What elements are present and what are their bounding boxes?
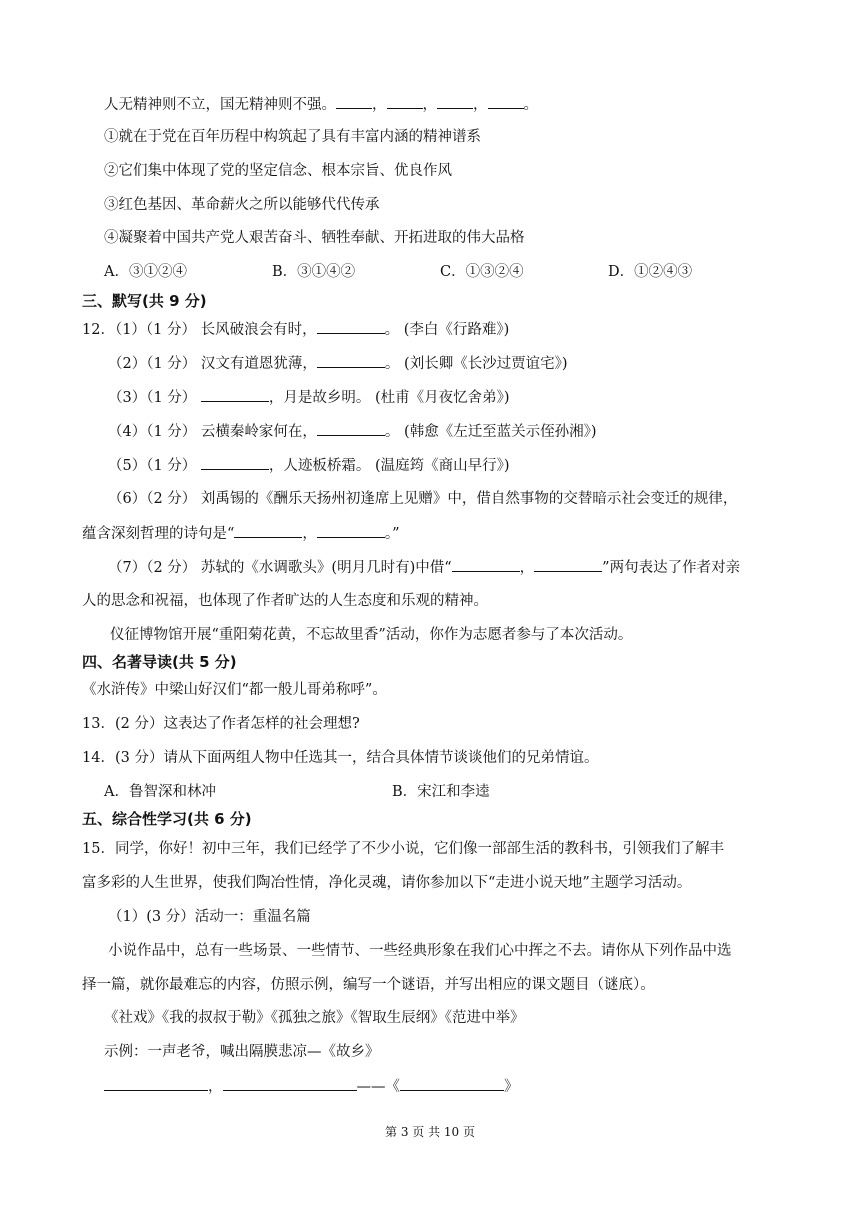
answer-blank[interactable] bbox=[317, 421, 385, 436]
separator: ， bbox=[473, 97, 488, 113]
q11-option-c[interactable]: C．①③②④ bbox=[440, 264, 524, 280]
answer-blank[interactable] bbox=[336, 94, 372, 109]
bracket-close: 》 bbox=[504, 1079, 519, 1095]
answer-blank[interactable] bbox=[201, 455, 269, 470]
answer-blank[interactable] bbox=[317, 353, 385, 368]
q12-4-prompt: （4）（1 分） 云横秦岭家何在， bbox=[108, 424, 317, 440]
q12-2 bbox=[108, 353, 568, 374]
separator: ， bbox=[208, 1079, 223, 1095]
section-4-intro: 《水浒传》中梁山好汉们“都一般儿哥弟称呼”。 bbox=[82, 682, 387, 698]
q12-7-line1 bbox=[108, 557, 740, 578]
separator: ， bbox=[422, 97, 437, 113]
example: 示例：一声老爷，喊出隔膜悲凉—《故乡》 bbox=[104, 1044, 380, 1060]
q12-3-prompt: （3）（1 分） bbox=[108, 390, 197, 406]
dash: ——《 bbox=[356, 1079, 400, 1095]
title-answer-blank[interactable] bbox=[400, 1076, 504, 1091]
q12-3-source: ，月是故乡明。 (杜甫《月夜忆舍弟》) bbox=[268, 390, 510, 406]
period: 。” bbox=[384, 526, 400, 542]
q12-3 bbox=[108, 387, 510, 408]
answer-blank[interactable] bbox=[317, 523, 385, 538]
para1-line2: 择一篇，就你最难忘的内容，仿照示例，编写一个谜语，并写出相应的课文题目（谜底）。 bbox=[82, 977, 655, 993]
q14: 14．(3 分）请从下面两组人物中任选其一，结合具体情节谈谈他们的兄弟情谊。 bbox=[82, 750, 599, 766]
q11-stem-text: 人无精神则不立，国无精神则不强。 bbox=[104, 97, 336, 113]
q12-6-line1: （6）（2 分） 刘禹锡的《酬乐天扬州初逢席上见赠》中，借自然事物的交替暗示社会变迁的规律， bbox=[108, 491, 738, 507]
answer-blank[interactable] bbox=[452, 557, 520, 572]
q15-line2: 富多彩的人生世界，使我们陶冶性情，净化灵魂，请你参加以下“走进小说天地”主题学习活动。 bbox=[82, 875, 692, 891]
riddle-part1-blank[interactable] bbox=[104, 1076, 208, 1091]
q11-stem bbox=[104, 94, 538, 115]
q12-7-tail: ”两句表达了作者对亲 bbox=[602, 560, 741, 576]
q13: 13．(2 分）这表达了作者怎样的社会理想? bbox=[82, 716, 360, 732]
page-footer: 第 3 页 共 10 页 bbox=[385, 1125, 475, 1139]
answer-blank[interactable] bbox=[488, 94, 524, 109]
para1-line1: 小说作品中，总有一些场景、一些情节、一些经典形象在我们心中挥之不去。请你从下列作品中选 bbox=[108, 943, 732, 959]
answer-blank[interactable] bbox=[234, 523, 302, 538]
q12-7-prompt: （7）（2 分） 苏轼的《水调歌头》(明月几时有)中借“ bbox=[108, 560, 452, 576]
answer-line bbox=[104, 1076, 519, 1097]
section-3-title: 三、默写(共 9 分) bbox=[82, 292, 207, 310]
q12-1-prompt: 12．（1）（1 分） 长风破浪会有时， bbox=[82, 322, 317, 338]
answer-blank[interactable] bbox=[387, 94, 423, 109]
q12-4 bbox=[108, 421, 597, 442]
answer-blank[interactable] bbox=[534, 557, 602, 572]
q12-7-line2: 人的思念和祝福，也体现了作者旷达的人生态度和乐观的精神。 bbox=[82, 593, 488, 609]
q11-item-2: ②它们集中体现了党的坚定信念、根本宗旨、优良作风 bbox=[104, 163, 452, 179]
q12-5 bbox=[108, 455, 510, 476]
q12-1 bbox=[82, 319, 509, 340]
separator: ， bbox=[372, 97, 387, 113]
separator: ， bbox=[519, 560, 535, 576]
q11-option-a[interactable]: A．③①②④ bbox=[104, 264, 187, 280]
q14-option-a[interactable]: A．鲁智深和林冲 bbox=[104, 784, 216, 800]
section-5-title: 五、综合性学习(共 6 分) bbox=[82, 810, 252, 828]
answer-blank[interactable] bbox=[317, 319, 385, 334]
works-list: 《社戏》《我的叔叔于勒》《孤独之旅》《智取生辰纲》《范进中举》 bbox=[104, 1010, 525, 1026]
q12-2-prompt: （2）（1 分） 汉文有道恩犹薄， bbox=[108, 356, 317, 372]
q12-1-source: 。 (李白《行路难》) bbox=[384, 322, 510, 338]
q12-2-source: 。 (刘长卿《长沙过贾谊宅》) bbox=[384, 356, 568, 372]
q12-6-line2 bbox=[82, 523, 400, 544]
riddle-part2-blank[interactable] bbox=[223, 1076, 357, 1091]
q14-option-b[interactable]: B．宋江和李逵 bbox=[392, 784, 490, 800]
q15-sub1: （1）(3 分）活动一：重温名篇 bbox=[108, 909, 311, 925]
q11-item-1: ①就在于党在百年历程中构筑起了具有丰富内涵的精神谱系 bbox=[104, 129, 481, 145]
q11-item-3: ③红色基因、革命薪火之所以能够代代传承 bbox=[104, 197, 380, 213]
q12-6-prompt: 蕴含深刻哲理的诗句是“ bbox=[82, 526, 235, 542]
activity-note: 仪征博物馆开展“重阳菊花黄，不忘故里香”活动，你作为志愿者参与了本次活动。 bbox=[110, 627, 633, 643]
period: 。 bbox=[523, 97, 538, 113]
q11-item-4: ④凝聚着中国共产党人艰苦奋斗、牺牲奉献、开拓进取的伟大品格 bbox=[104, 230, 525, 246]
q12-5-source: ，人迹板桥霜。 (温庭筠《商山早行》) bbox=[268, 458, 510, 474]
section-4-title: 四、名著导读(共 5 分) bbox=[82, 653, 237, 671]
answer-blank[interactable] bbox=[437, 94, 473, 109]
q12-4-source: 。 (韩愈《左迁至蓝关示侄孙湘》) bbox=[384, 424, 597, 440]
q12-5-prompt: （5）（1 分） bbox=[108, 458, 197, 474]
q11-option-d[interactable]: D．①②④③ bbox=[608, 264, 693, 280]
separator: ， bbox=[302, 526, 317, 542]
q11-option-b[interactable]: B．③①④② bbox=[272, 264, 356, 280]
answer-blank[interactable] bbox=[201, 387, 269, 402]
q15-line1: 15．同学，你好！初中三年，我们已经学了不少小说，它们像一部部生活的教科书，引领我们了解丰 bbox=[82, 841, 724, 857]
